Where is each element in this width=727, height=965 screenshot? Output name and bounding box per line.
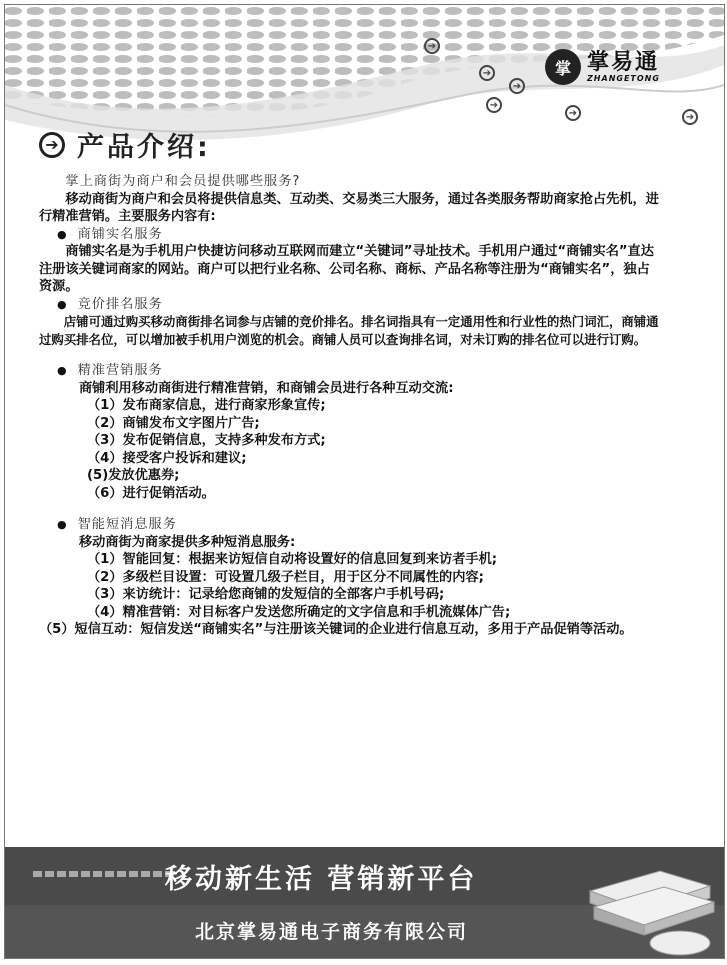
list-item: （1）发布商家信息，进行商家形象宣传;: [87, 398, 326, 413]
section-lead: 移动商街为商家提供多种短消息服务:: [79, 534, 296, 550]
logo-mark-icon: 掌: [545, 49, 581, 85]
arrow-circle-icon: ➔: [486, 97, 502, 113]
intro-question: 掌上商街为商户和会员提供哪些服务?: [65, 174, 301, 189]
footer-company-name: 北京掌易通电子商务有限公司: [195, 921, 469, 943]
section-paragraph: 店铺可通过购买移动商街排名词参与店铺的竞价排名。排名词指具有一定通用性和行业性的热门词汇，商铺通过购买排名位，可以增加被手机用户浏览的机会。商铺人员可以查询排名词，对未订购的排名位可以进行订购。: [39, 314, 659, 347]
arrow-circle-icon: ➔: [479, 65, 495, 81]
section-heading: ● 商铺实名服务: [39, 226, 659, 244]
list-item: （3）来访统计：记录给您商铺的发短信的全部客户手机号码;: [87, 587, 445, 602]
arrow-circle-icon: ➔: [565, 105, 581, 121]
arrow-circle-icon: ➔: [424, 38, 440, 54]
list-item: （2）多级栏目设置：可设置几级子栏目，用于区分不同属性的内容;: [87, 569, 484, 585]
title-row: [39, 125, 211, 164]
list-item: （1）智能回复：根据来访短信自动将设置好的信息回复到来访者手机;: [87, 552, 498, 567]
list-item: （4）精准营销：对目标客户发送您所确定的文字信息和手机流媒体广告;: [87, 604, 511, 620]
arrow-circle-icon: ➔: [682, 109, 698, 125]
section-heading: ● 智能短消息服务: [39, 516, 659, 534]
list-item: （2）商铺发布文字图片广告;: [87, 415, 260, 431]
section-paragraph: 商铺实名是为手机用户快捷访问移动互联网而建立“关键词”寻址技术。手机用户通过“商铺实名”直达注册该关键词商家的网站。商户可以把行业名称、公司名称、商标、产品名称等注册为“商铺实名”，独占资源。: [39, 244, 654, 294]
section-heading: ● 竞价排名服务: [39, 296, 659, 314]
list-item: (5)发放优惠券;: [87, 468, 180, 483]
books-mouse-illustration: [580, 851, 720, 958]
logo-name: 掌易通: [587, 49, 660, 75]
section-lead: 商铺利用移动商街进行精准营销，和商铺会员进行各种互动交流:: [79, 380, 454, 396]
footer: [5, 847, 724, 958]
arrow-circle-icon: ➔: [39, 132, 65, 158]
section-heading: ● 精准营销服务: [39, 362, 659, 380]
arrow-circle-icon: ➔: [509, 78, 525, 94]
list-item: （5）短信互动：短信发送“商铺实名”与注册该关键词的企业进行信息互动，多用于产品促销等活动。: [39, 622, 633, 637]
intro-paragraph: 移动商街为商户和会员将提供信息类、互动类、交易类三大服务，通过各类服务帮助商家抢占先机，进行精准营销。主要服务内容有:: [39, 191, 659, 224]
footer-dots-decoration: [33, 871, 174, 877]
header: [5, 5, 724, 163]
footer-slogan: 移动新生活 营销新平台: [165, 864, 478, 895]
logo-subtitle: ZHANGETONG: [587, 73, 660, 83]
list-item: （6）进行促销活动。: [87, 485, 215, 501]
company-logo: [545, 49, 660, 85]
content: [39, 173, 659, 639]
brochure-page: [4, 4, 725, 959]
list-item: （3）发布促销信息，支持多种发布方式;: [87, 433, 326, 448]
list-item: （4）接受客户投诉和建议;: [87, 450, 247, 466]
page-title: 产品介绍:: [77, 132, 211, 163]
